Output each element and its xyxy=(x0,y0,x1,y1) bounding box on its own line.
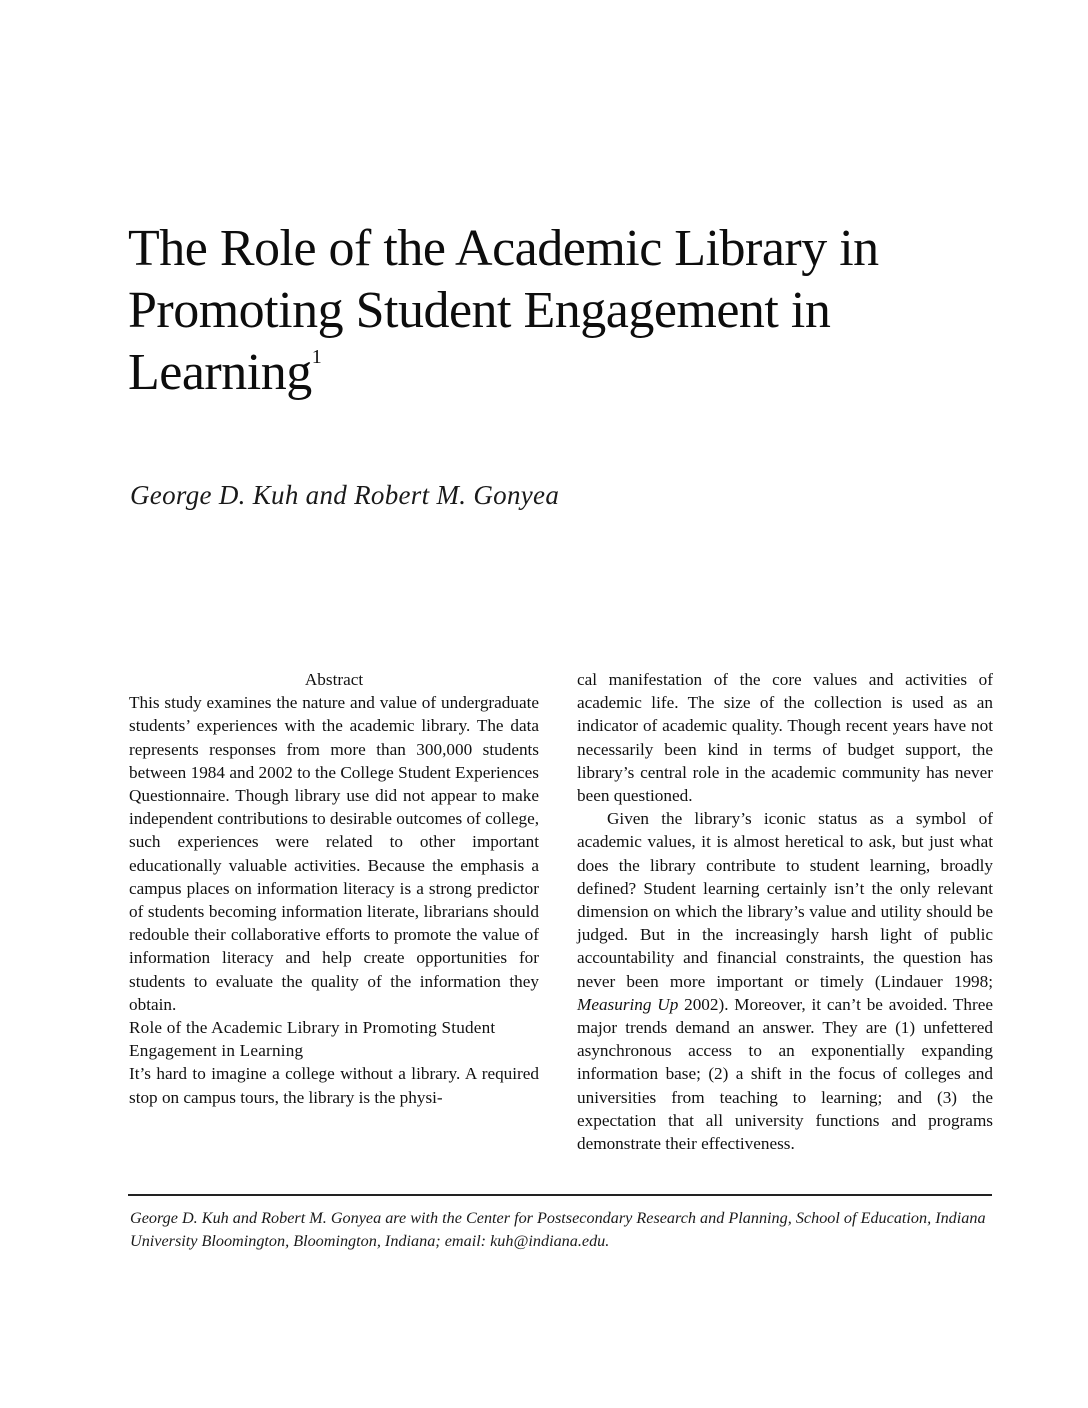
section-paragraph-1-start: It’s hard to imagine a college without a library. A required stop on campus tours, the library is the physi- xyxy=(129,1064,539,1107)
title-footnote-mark: 1 xyxy=(311,346,322,368)
paragraph-2-text-b: 2002). Moreover, it can’t be avoided. Three major trends demand an answer. They are (1) unfettered asynchronous access to an exponentially expanding information base; (2) a shift in the focus of colleges and universities from teaching to learning; and (3) the expectation that all university functions and programs demonstrate their effectiveness. xyxy=(577,994,993,1154)
paragraph-2-italic-title: Measuring Up xyxy=(577,994,679,1014)
abstract-heading: Abstract xyxy=(304,670,364,689)
left-column xyxy=(129,668,539,1109)
paper-title xyxy=(128,218,1008,404)
paper-title-text: The Role of the Academic Library in Promoting Student Engagement in Learning xyxy=(128,220,879,401)
footnote-divider xyxy=(128,1194,992,1196)
paragraph-2-text-a: Given the library’s iconic status as a symbol of academic values, it is almost heretical to ask, but just what does the library contribute to student learning, broadly defined? Student learning certainly isn’t the only relevant dimension on which the library’s value and utility should be judged. But in the increasingly harsh light of public accountability and financial constraints, the question has never been more important or timely (Lindauer 1998; xyxy=(577,809,993,991)
author-footnote: George D. Kuh and Robert M. Gonyea are with the Center for Postsecondary Research and Planning, School of Education, Indiana University Bloomington, Bloomington, Indiana; email: kuh@indiana.edu. xyxy=(130,1209,986,1250)
abstract-body: This study examines the nature and value of undergraduate students’ experiences with the academic library. The data represents responses from more than 300,000 students between 1984 and 2002 to the College Student Experiences Questionnaire. Though library use did not appear to make independent contributions to desirable outcomes of college, such experiences were related to other important educationally valuable activities. Because the emphasis a campus places on information literacy is a strong predictor of students becoming information literate, librarians should redouble their collaborative efforts to promote the value of information literacy and help create opportunities for students to evaluate the quality of the information they obtain. xyxy=(129,693,539,1014)
right-column xyxy=(577,668,993,1155)
paper-authors: George D. Kuh and Robert M. Gonyea xyxy=(130,480,560,510)
section-heading: Role of the Academic Library in Promoting Student Engagement in Learning xyxy=(129,1018,496,1061)
section-paragraph-2 xyxy=(577,807,993,1155)
section-paragraph-1-continued: cal manifestation of the core values and activities of academic life. The size of the collection is used as an indicator of academic quality. Though recent years have not necessarily been kind in terms of budget support, the library’s central role in the academic community has never been questioned. xyxy=(577,670,993,806)
